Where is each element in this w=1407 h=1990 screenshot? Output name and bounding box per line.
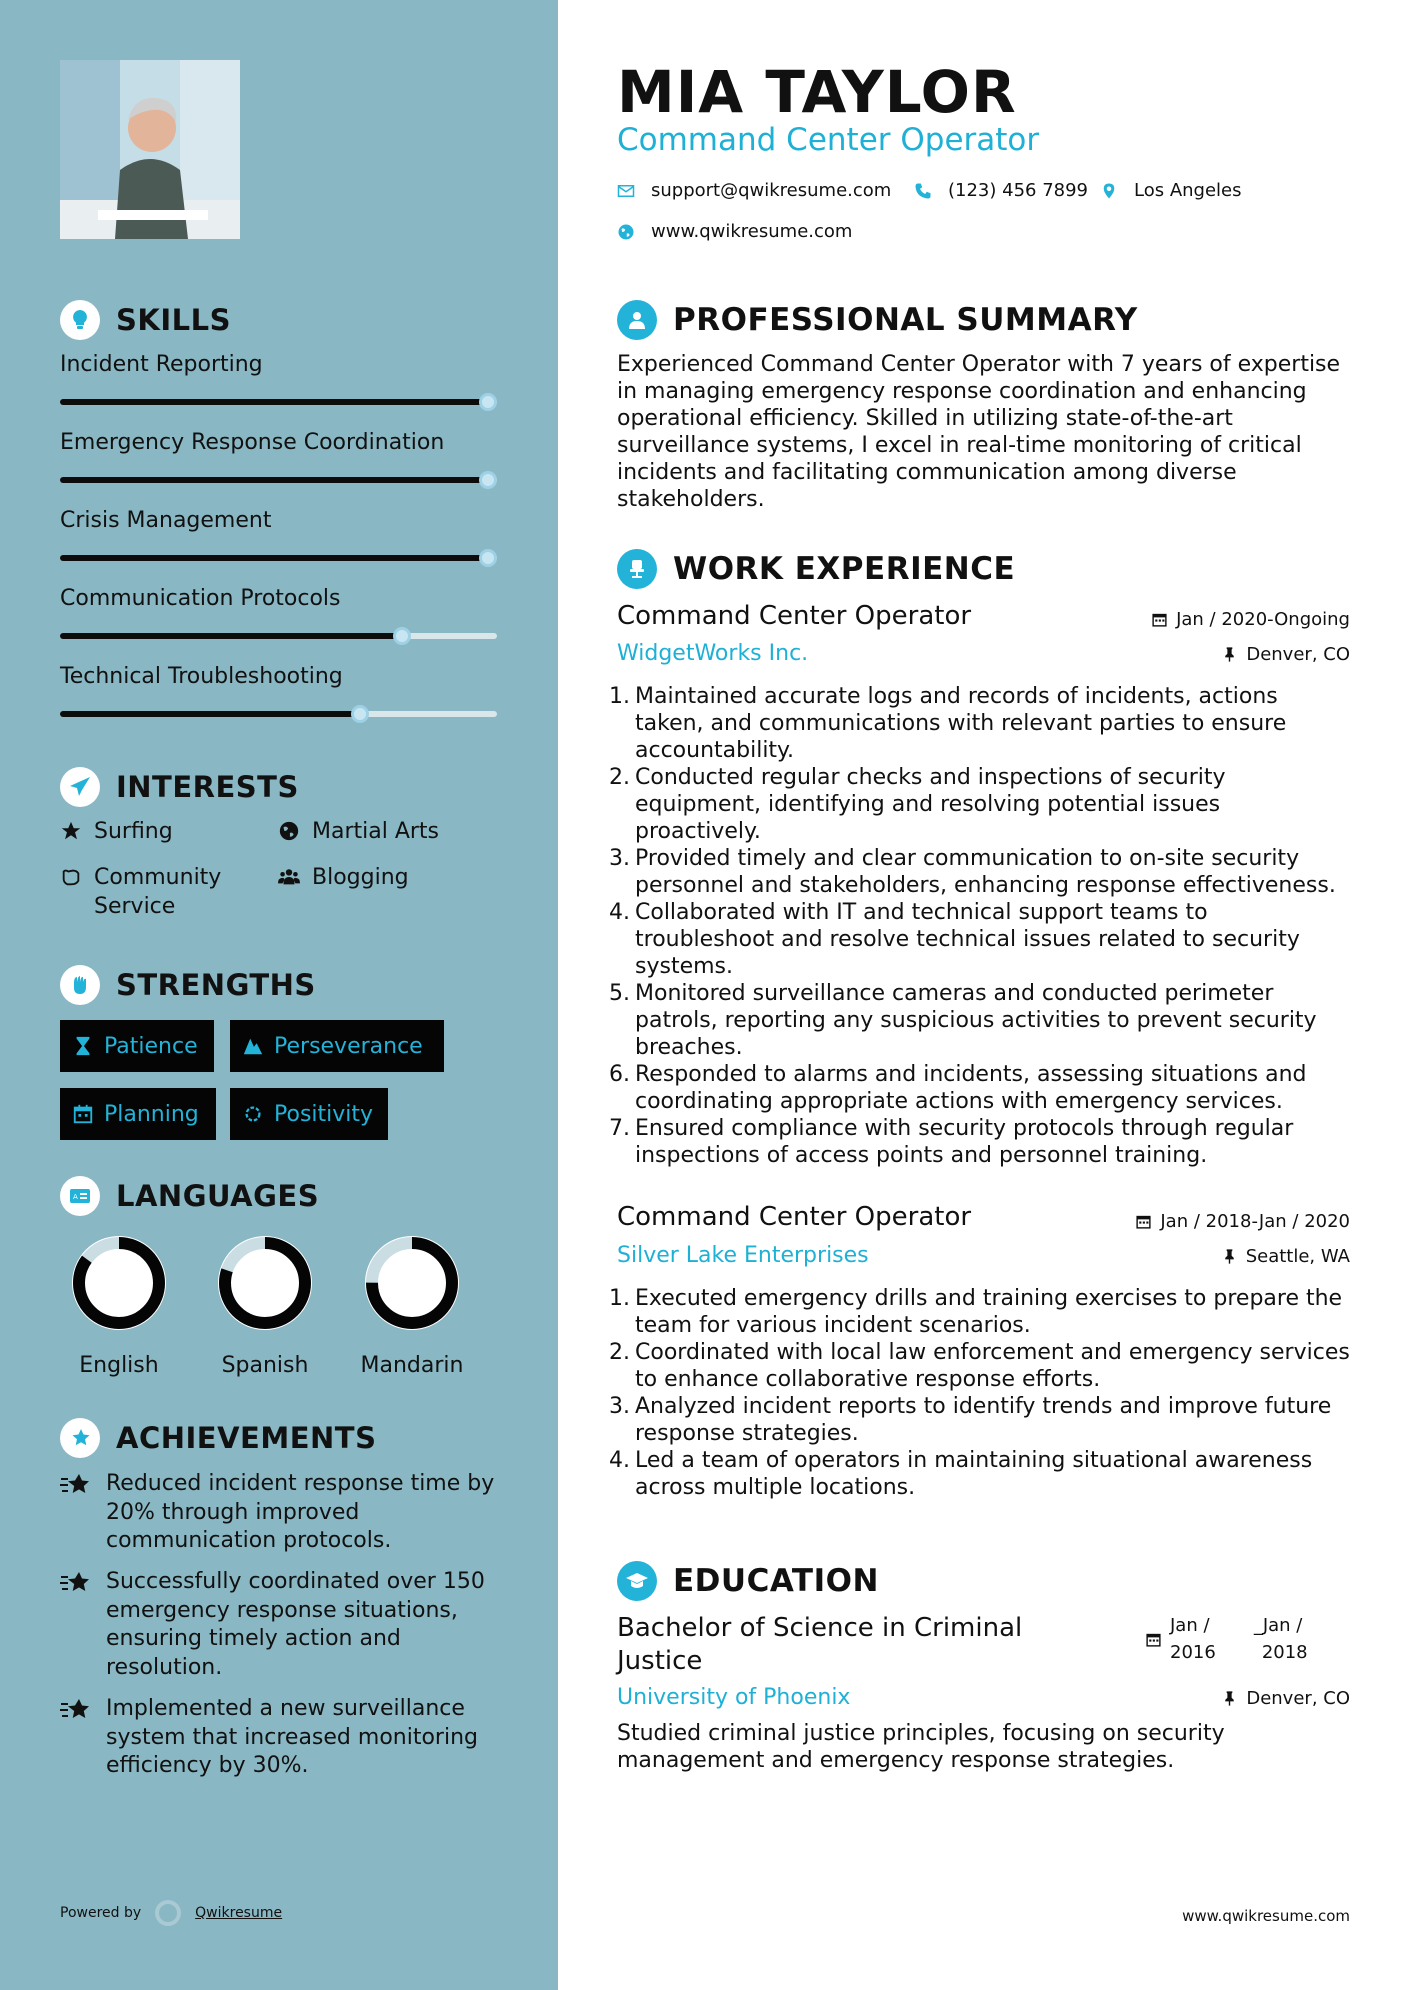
job-dates-text: Jan / 2018-Jan / 2020 — [1160, 1211, 1350, 1232]
calendar-icon — [1135, 1213, 1152, 1230]
strength-label: Planning — [104, 1101, 199, 1127]
skill-bar-knob — [479, 471, 497, 489]
bullet-text: Collaborated with IT and technical support teams to troubleshoot and resolve technical issues related to security systems. — [635, 900, 1300, 979]
interest-item-surfing — [60, 817, 173, 846]
bullet-number: 4. — [609, 1448, 630, 1473]
skill-bar-fill — [60, 477, 488, 483]
pushpin-icon — [1221, 1248, 1238, 1265]
job-dates — [1151, 609, 1350, 630]
strengths-title: STRENGTHS — [116, 968, 316, 1002]
bullet-number: 1. — [609, 684, 630, 709]
calendar-icon — [1151, 611, 1168, 628]
bullet-text: Monitored surveillance cameras and conducted perimeter patrols, reporting any suspicious activities to prevent security breaches. — [635, 981, 1317, 1060]
strength-label: Perseverance — [274, 1033, 423, 1059]
skills-title: SKILLS — [116, 303, 231, 337]
star-icon — [60, 820, 82, 842]
skill-bar — [60, 477, 497, 483]
summary-text: Experienced Command Center Operator with 7 years of expertise in managing emergency response coordination and enhancing operational efficiency. Skilled in utilizing state-of-the-art surveillance systems, I excel in real-time monitoring of critical incidents and facilitating communication among diverse stakeholders. — [617, 352, 1341, 512]
footer-website-link[interactable]: www.qwikresume.com — [1182, 1907, 1350, 1925]
map-pin-icon — [1100, 182, 1118, 200]
education-location — [1221, 1688, 1350, 1709]
job-title: Command Center Operator — [617, 1202, 972, 1232]
bullet-number: 6. — [609, 1062, 630, 1087]
education-location-text: Denver, CO — [1246, 1688, 1350, 1709]
degree-line-1: Bachelor of Science in Criminal — [617, 1613, 1023, 1643]
bullet-text: Ensured compliance with security protocols through regular inspections of access points and personnel training. — [635, 1116, 1294, 1168]
skill-bar-fill — [60, 555, 488, 561]
summary-heading — [617, 300, 1138, 340]
job-title: Command Center Operator — [617, 601, 972, 631]
job-bullet — [609, 1339, 1350, 1393]
strength-tag-positivity — [230, 1088, 388, 1140]
education-start — [1170, 1612, 1216, 1666]
location-text: Los Angeles — [1134, 180, 1242, 201]
experience-title: WORK EXPERIENCE — [673, 551, 1016, 587]
language-name: Spanish — [221, 1353, 309, 1378]
achievements-title: ACHIEVEMENTS — [116, 1421, 377, 1455]
skill-bar — [60, 555, 497, 561]
achievement-text: Implemented a new surveillance system that increased monitoring efficiency by 30%. — [106, 1696, 478, 1778]
skill-bar-knob — [351, 705, 369, 723]
interest-label: Community Service — [94, 865, 222, 919]
achievement-item — [60, 1695, 500, 1781]
interest-item-martial-arts — [278, 817, 439, 846]
trophy-star-icon — [60, 1418, 100, 1458]
bullet-text: Conducted regular checks and inspections of security equipment, identifying and resolving potential issues proactively. — [635, 765, 1226, 844]
bullet-text: Analyzed incident reports to identify trends and improve future response strategies. — [635, 1394, 1332, 1446]
strength-tag-perseverance — [230, 1020, 444, 1072]
bullet-number: 2. — [609, 765, 630, 790]
bullet-text: Maintained accurate logs and records of incidents, actions taken, and communications with relevant parties to ensure accountability. — [635, 684, 1287, 763]
phone-icon — [914, 182, 932, 200]
degree-title — [617, 1612, 1022, 1678]
job-bullet — [609, 1393, 1350, 1447]
achievement-text: Reduced incident response time by 20% through improved communication protocols. — [106, 1471, 495, 1553]
powered-by — [60, 1900, 282, 1926]
bullet-text: Led a team of operators in maintaining situational awareness across multiple locations. — [635, 1448, 1313, 1500]
language-card-icon — [60, 1176, 100, 1216]
skill-label: Emergency Response Coordination — [60, 430, 445, 455]
language-level-ring — [69, 1233, 169, 1333]
contact-email[interactable] — [617, 180, 891, 201]
education-dates — [1145, 1612, 1308, 1666]
achievement-item — [60, 1568, 500, 1682]
bullet-number: 3. — [609, 1394, 630, 1419]
skill-bar-knob — [479, 549, 497, 567]
job-dates — [1135, 1211, 1350, 1232]
interests-title: INTERESTS — [116, 770, 299, 804]
education-end-1: _Jan / — [1253, 1615, 1303, 1636]
lightbulb-icon — [60, 300, 100, 340]
interest-item-community-service — [60, 863, 250, 921]
contact-location — [1100, 180, 1242, 201]
globe-icon — [278, 820, 300, 842]
bullet-number: 7. — [609, 1116, 630, 1141]
bullet-number: 1. — [609, 1286, 630, 1311]
education-end — [1254, 1612, 1308, 1666]
paper-plane-icon — [60, 767, 100, 807]
job-bullet — [609, 1061, 1350, 1115]
job-location — [1221, 1246, 1350, 1267]
calendar-icon — [72, 1103, 94, 1125]
language-item — [215, 1233, 315, 1378]
bullet-number: 2. — [609, 1340, 630, 1365]
globe-icon — [617, 223, 635, 241]
education-title: EDUCATION — [673, 1563, 879, 1599]
strength-tag-planning — [60, 1088, 216, 1140]
website-text: www.qwikresume.com — [651, 221, 853, 242]
job-bullet — [609, 1115, 1350, 1169]
svg-text:A: A — [73, 1193, 78, 1201]
pushpin-icon — [1221, 646, 1238, 663]
envelope-icon — [617, 182, 635, 200]
interest-label: Surfing — [94, 819, 173, 844]
skill-bar-fill — [60, 399, 488, 405]
star-burst-icon — [60, 1472, 92, 1500]
job-location-text: Denver, CO — [1246, 644, 1350, 665]
powered-by-label: Powered by — [60, 1905, 142, 1921]
job-bullets — [609, 683, 1350, 1169]
skill-bar-knob — [479, 393, 497, 411]
job-bullet — [609, 899, 1350, 980]
skill-bar — [60, 633, 497, 639]
strength-label: Patience — [104, 1033, 198, 1059]
interest-label: Martial Arts — [312, 819, 440, 844]
job-location-text: Seattle, WA — [1245, 1246, 1350, 1267]
bullet-number: 4. — [609, 900, 630, 925]
degree-line-2: Justice — [617, 1646, 703, 1676]
language-level-ring — [362, 1233, 462, 1333]
job-bullet — [609, 683, 1350, 764]
job-bullet — [609, 1447, 1350, 1501]
bullet-text: Responded to alarms and incidents, assessing situations and coordinating appropriate actions with emergency services. — [635, 1062, 1307, 1114]
bullet-text: Coordinated with local law enforcement and emergency services to enhance collaborative response efforts. — [635, 1340, 1350, 1392]
fist-icon — [60, 965, 100, 1005]
language-item — [69, 1233, 169, 1378]
graduation-cap-icon — [617, 1561, 657, 1601]
qwikresume-logo-icon — [155, 1900, 181, 1926]
job-company: Silver Lake Enterprises — [617, 1243, 869, 1268]
achievements-heading — [60, 1418, 376, 1458]
achievement-item — [60, 1470, 500, 1556]
star-burst-icon — [60, 1697, 92, 1725]
strength-label: Positivity — [274, 1101, 374, 1127]
job-bullet — [609, 1285, 1350, 1339]
education-description: Studied criminal justice principles, focusing on security management and emergency response strategies. — [617, 1721, 1225, 1773]
skill-bar — [60, 399, 497, 405]
education-start-1: Jan / — [1170, 1615, 1210, 1636]
skill-bar-fill — [60, 633, 402, 639]
skill-label: Incident Reporting — [60, 352, 263, 377]
job-company: WidgetWorks Inc. — [617, 641, 809, 666]
users-icon — [278, 866, 300, 888]
contact-website[interactable] — [617, 221, 852, 242]
skills-heading — [60, 300, 231, 340]
phone-text: (123) 456 7899 — [948, 180, 1089, 201]
skill-bar — [60, 711, 497, 717]
skill-bar-knob — [393, 627, 411, 645]
office-chair-icon — [617, 549, 657, 589]
language-name: English — [79, 1353, 159, 1378]
sidebar — [0, 0, 558, 1990]
job-bullet — [609, 980, 1350, 1061]
languages-heading — [60, 1176, 319, 1216]
achievement-text: Successfully coordinated over 150 emergency response situations, ensuring timely action and resolution. — [106, 1569, 485, 1680]
job-bullet — [609, 845, 1350, 899]
interests-heading — [60, 767, 299, 807]
candidate-name: MIA TAYLOR — [617, 58, 1017, 126]
bullet-text: Executed emergency drills and training exercises to prepare the team for various incident scenarios. — [635, 1286, 1343, 1338]
job-dates-text: Jan / 2020-Ongoing — [1176, 609, 1350, 630]
skill-label: Crisis Management — [60, 508, 272, 533]
job-bullet — [609, 764, 1350, 845]
profile-photo — [60, 60, 240, 239]
user-icon — [617, 300, 657, 340]
education-heading — [617, 1561, 879, 1601]
languages-title: LANGUAGES — [116, 1179, 320, 1213]
email-text: support@qwikresume.com — [651, 180, 892, 201]
hourglass-icon — [72, 1035, 94, 1057]
school-name: University of Phoenix — [617, 1685, 851, 1710]
bullet-text: Provided timely and clear communication to on-site security personnel and stakeholders, enhancing response effectiveness. — [635, 846, 1336, 898]
strengths-heading — [60, 965, 316, 1005]
sun-icon — [242, 1103, 264, 1125]
candidate-title: Command Center Operator — [617, 122, 1040, 158]
bullet-number: 5. — [609, 981, 630, 1006]
mountain-icon — [242, 1035, 264, 1057]
contact-phone[interactable] — [914, 180, 1088, 201]
star-burst-icon — [60, 1570, 92, 1598]
skill-bar-fill — [60, 711, 360, 717]
skill-label: Technical Troubleshooting — [60, 664, 343, 689]
language-level-ring — [215, 1233, 315, 1333]
education-end-2: 2018 — [1261, 1642, 1308, 1663]
job-bullets — [609, 1285, 1350, 1501]
job-location — [1221, 644, 1350, 665]
interest-item-blogging — [278, 863, 409, 892]
qwikresume-link[interactable]: Qwikresume — [195, 1905, 283, 1921]
experience-heading — [617, 549, 1015, 589]
language-item — [360, 1233, 464, 1378]
interest-label: Blogging — [312, 865, 409, 890]
pushpin-icon — [1221, 1690, 1238, 1707]
education-start-2: 2016 — [1170, 1642, 1216, 1663]
bullet-number: 3. — [609, 846, 630, 871]
calendar-icon — [1145, 1631, 1162, 1648]
strength-tag-patience — [60, 1020, 214, 1072]
skill-label: Communication Protocols — [60, 586, 341, 611]
summary-title: PROFESSIONAL SUMMARY — [673, 302, 1138, 338]
language-name: Mandarin — [360, 1353, 464, 1378]
hand-icon — [60, 866, 82, 888]
